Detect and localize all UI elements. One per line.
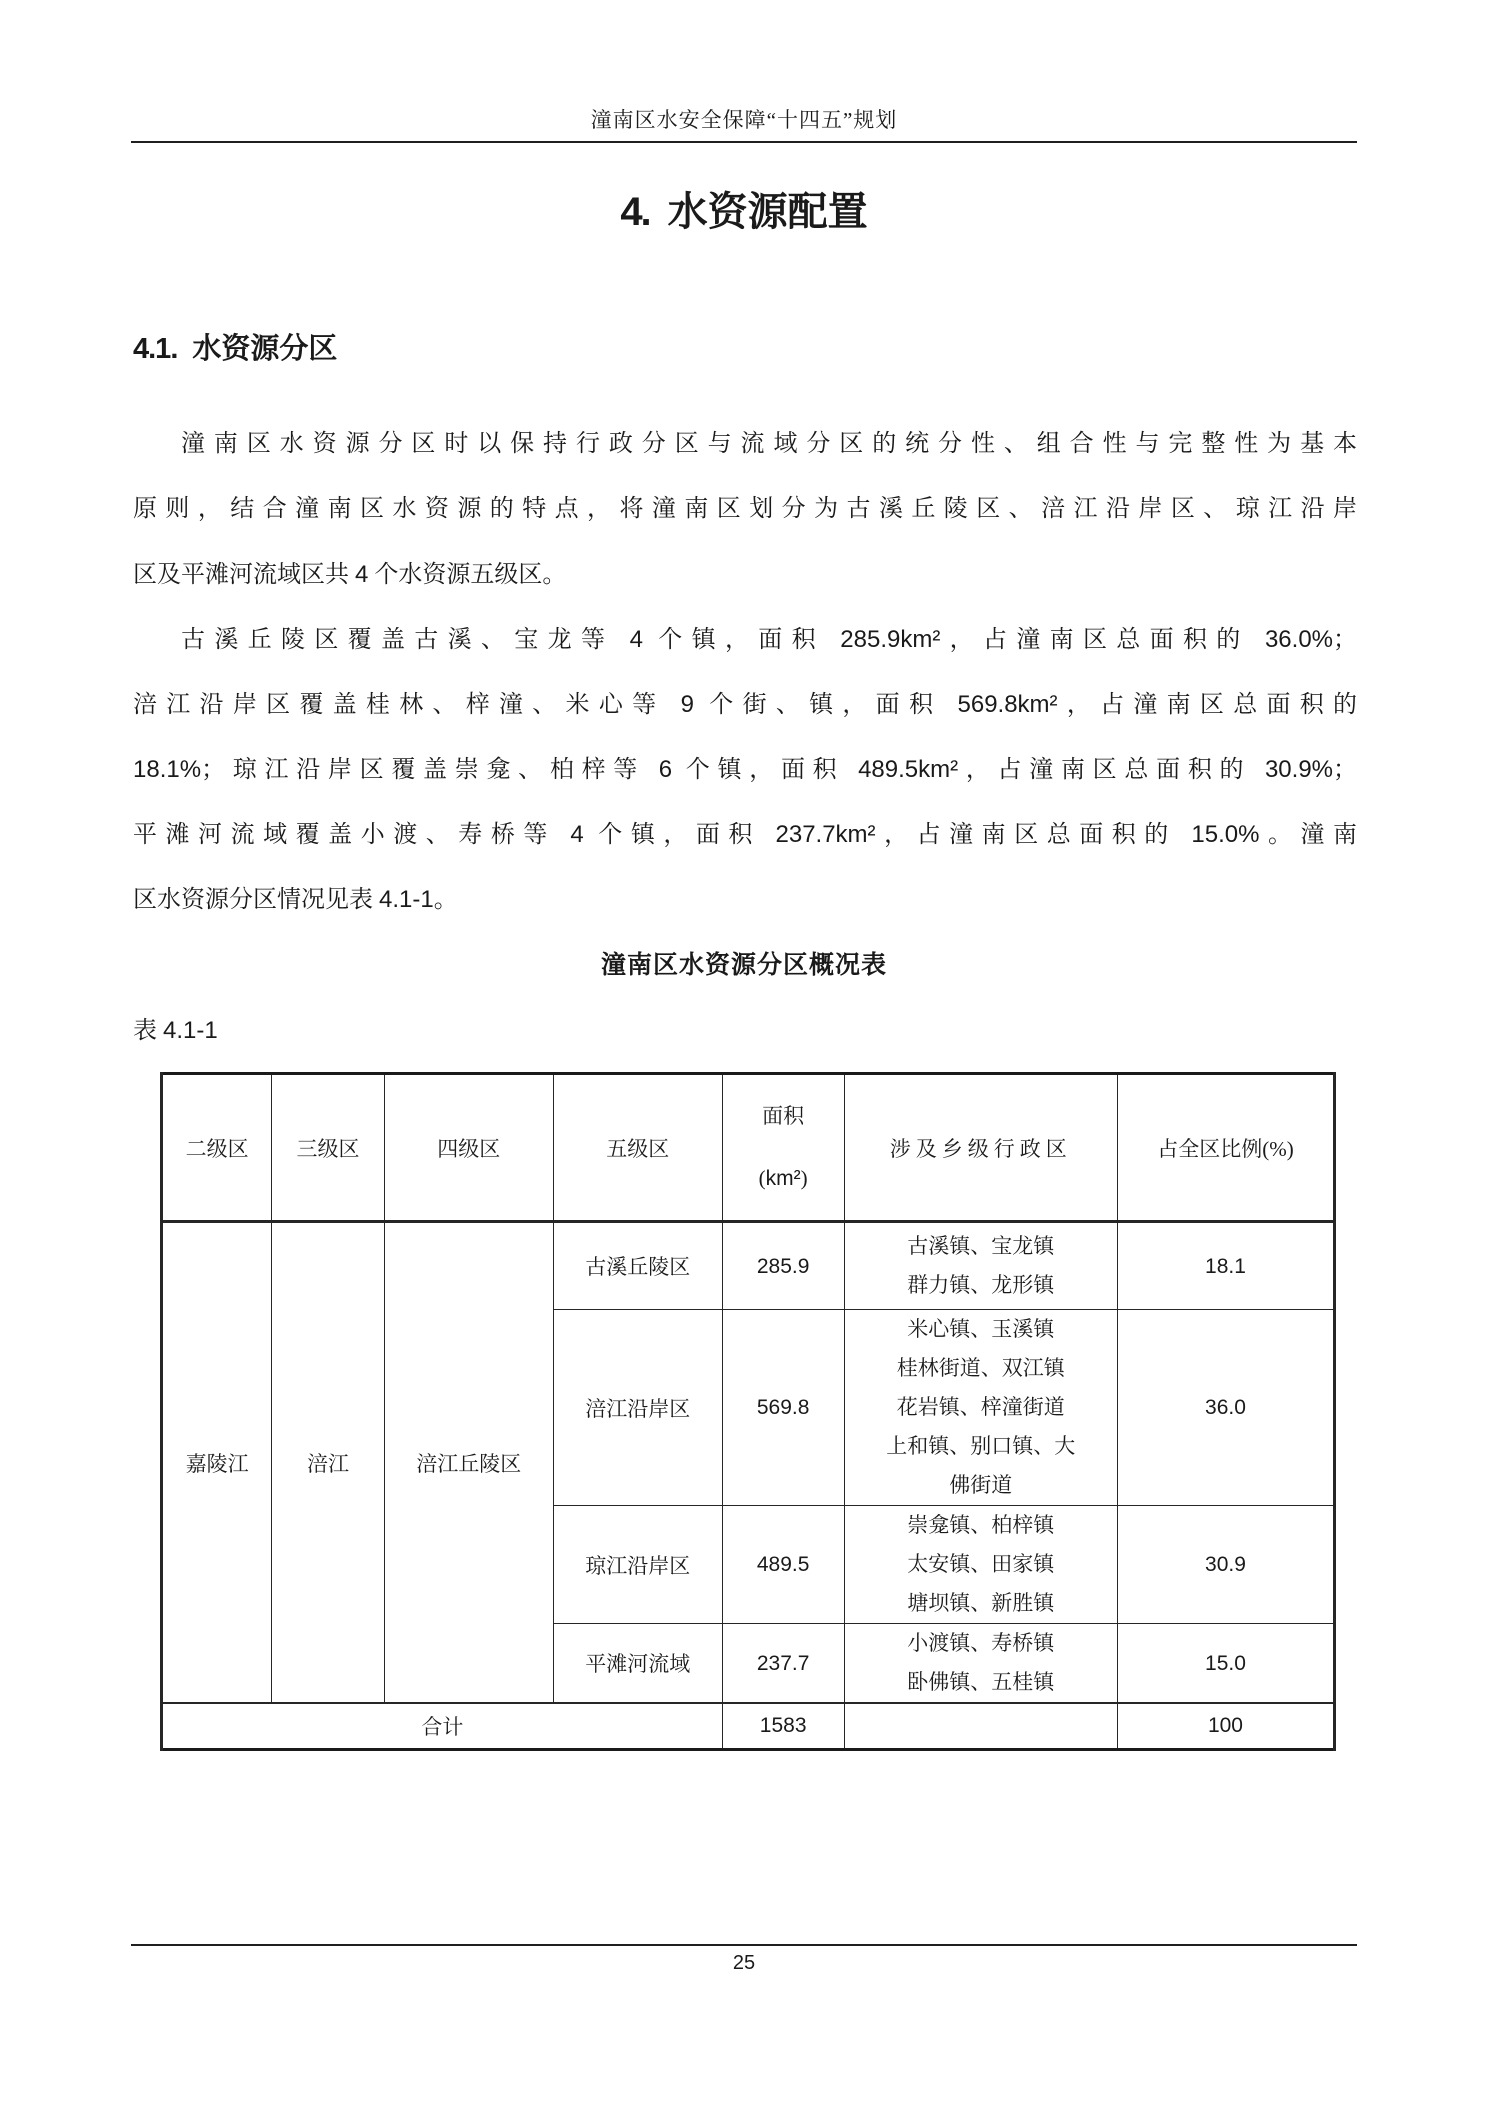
paragraph-line: 原则，结合潼南区水资源的特点，将潼南区划分为古溪丘陵区、涪江沿岸区、琼江沿岸 xyxy=(133,496,1357,522)
header-rule xyxy=(131,141,1357,143)
col-header-level3: 三级区 xyxy=(272,1074,385,1222)
towns-cell xyxy=(844,1624,1117,1704)
col-header-area-line2: (km²) xyxy=(758,1166,808,1190)
merged-cell-level4: 涪江丘陵区 xyxy=(384,1222,553,1704)
col-header-level4: 四级区 xyxy=(384,1074,553,1222)
zoning-table xyxy=(160,1072,1336,1751)
towns-line: 上和镇、别口镇、大 xyxy=(886,1434,1076,1458)
paragraph-line: 涪江沿岸区覆盖桂林、梓潼、米心等 9 个街、镇，面积 569.8km²，占潼南区总面积的 xyxy=(133,691,1358,718)
towns-line: 崇龛镇、柏梓镇 xyxy=(907,1513,1055,1537)
towns-line: 卧佛镇、五桂镇 xyxy=(907,1670,1055,1694)
col-header-ratio: 占全区比例(%) xyxy=(1117,1074,1334,1222)
chapter-number: 4. xyxy=(620,190,650,234)
towns-cell xyxy=(844,1310,1117,1506)
towns-line: 群力镇、龙形镇 xyxy=(907,1273,1055,1297)
towns-line: 米心镇、玉溪镇 xyxy=(907,1317,1055,1341)
table-row xyxy=(162,1222,1335,1310)
chapter-title: 水资源配置 xyxy=(667,189,868,234)
table-header-row xyxy=(162,1074,1335,1222)
table-label: 表 4.1-1 xyxy=(133,1017,218,1044)
section-title: 水资源分区 xyxy=(192,333,338,365)
page-number: 25 xyxy=(732,1952,756,1974)
paragraph-line: 古溪丘陵区覆盖古溪、宝龙等 4 个镇，面积 285.9km²，占潼南区总面积的 36.0%； xyxy=(181,626,1358,653)
total-row xyxy=(162,1703,1335,1749)
paragraph-line: 平滩河流域覆盖小渡、寿桥等 4 个镇，面积 237.7km²，占潼南区总面积的 15.0%。潼南 xyxy=(133,821,1358,848)
zone-cell: 琼江沿岸区 xyxy=(553,1506,722,1624)
section-heading xyxy=(133,326,337,367)
paragraph-line: 18.1%；琼江沿岸区覆盖崇龛、柏梓等 6 个镇，面积 489.5km²，占潼南区总面积的 30.9%； xyxy=(133,756,1358,783)
area-cell: 237.7 xyxy=(722,1624,844,1704)
spacer xyxy=(725,1133,842,1161)
towns-line: 桂林街道、双江镇 xyxy=(896,1356,1065,1380)
footer-rule xyxy=(131,1944,1357,1946)
total-ratio-cell: 100 xyxy=(1117,1703,1334,1749)
ratio-cell: 30.9 xyxy=(1117,1506,1334,1624)
zone-cell: 平滩河流域 xyxy=(553,1624,722,1704)
chapter-heading xyxy=(0,180,1488,237)
area-cell: 569.8 xyxy=(722,1310,844,1506)
paragraph-line: 区水资源分区情况见表 4.1-1。 xyxy=(133,886,458,913)
towns-line: 太安镇、田家镇 xyxy=(907,1552,1055,1576)
zone-cell: 涪江沿岸区 xyxy=(553,1310,722,1506)
total-towns-cell xyxy=(844,1703,1117,1749)
col-header-area xyxy=(722,1074,844,1222)
towns-line: 花岩镇、梓潼街道 xyxy=(896,1395,1065,1419)
col-header-level2: 二级区 xyxy=(162,1074,272,1222)
total-area-cell: 1583 xyxy=(722,1703,844,1749)
towns-cell xyxy=(844,1506,1117,1624)
paragraph-line: 区及平滩河流域区共 4 个水资源五级区。 xyxy=(133,561,567,588)
total-label-cell: 合计 xyxy=(162,1703,723,1749)
towns-line: 古溪镇、宝龙镇 xyxy=(907,1234,1055,1258)
towns-cell xyxy=(844,1222,1117,1310)
ratio-cell: 15.0 xyxy=(1117,1624,1334,1704)
area-cell: 489.5 xyxy=(722,1506,844,1624)
running-header-title: 潼南区水安全保障“十四五”规划 xyxy=(590,108,898,132)
ratio-cell: 36.0 xyxy=(1117,1310,1334,1506)
paragraph-line: 潼南区水资源分区时以保持行政分区与流域分区的统分性、组合性与完整性为基本 xyxy=(181,431,1357,457)
ratio-cell: 18.1 xyxy=(1117,1222,1334,1310)
col-header-level5: 五级区 xyxy=(553,1074,722,1222)
area-cell: 285.9 xyxy=(722,1222,844,1310)
section-number: 4.1. xyxy=(133,333,178,365)
paragraph xyxy=(133,412,1357,607)
towns-line: 小渡镇、寿桥镇 xyxy=(907,1631,1055,1655)
towns-line: 佛街道 xyxy=(949,1473,1013,1497)
towns-line: 塘坝镇、新胜镇 xyxy=(907,1591,1055,1615)
table-caption: 潼南区水资源分区概况表 xyxy=(600,952,887,979)
col-header-area-line1: 面积 xyxy=(762,1104,805,1128)
merged-cell-level3: 涪江 xyxy=(272,1222,385,1704)
merged-cell-level2: 嘉陵江 xyxy=(162,1222,272,1704)
paragraph xyxy=(133,607,1357,932)
col-header-towns: 涉及乡级行政区 xyxy=(844,1074,1117,1222)
zone-cell: 古溪丘陵区 xyxy=(553,1222,722,1310)
body-paragraphs xyxy=(133,412,1357,932)
